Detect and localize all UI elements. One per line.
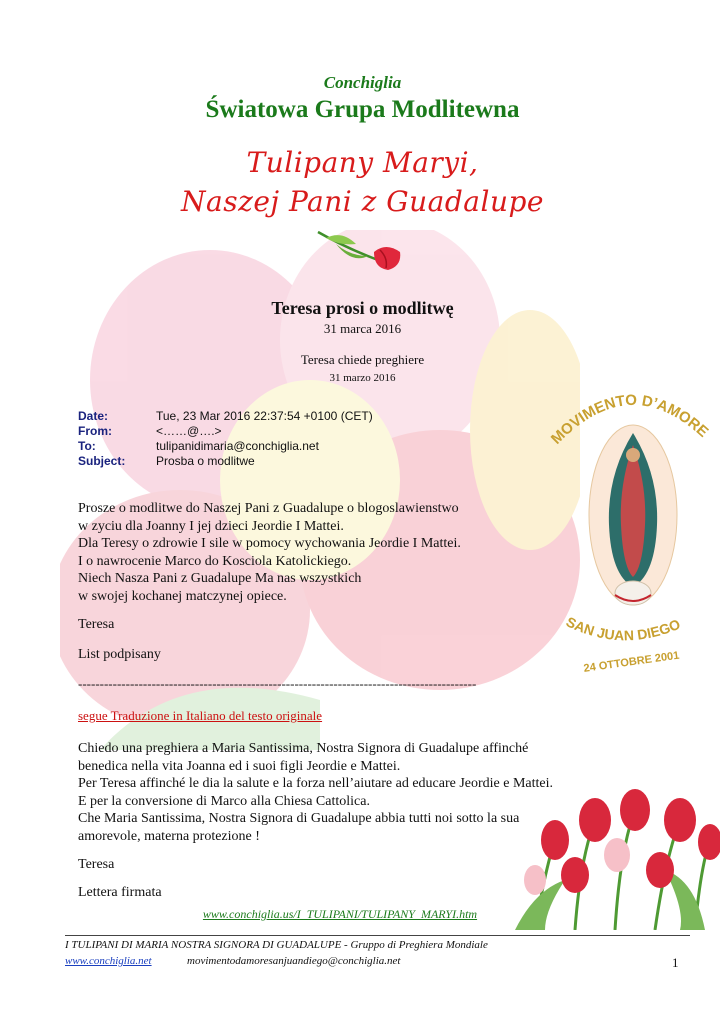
signature-italian: Teresa (78, 857, 115, 872)
tulip-icon (316, 228, 406, 273)
italian-body (78, 740, 553, 845)
heading-date: 31 marca 2016 (323, 321, 402, 336)
page-heading: Teresa prosi o modlitwę (271, 298, 454, 318)
meta-row-date (78, 409, 373, 424)
group-name: Światowa Grupa Modlitewna (205, 96, 520, 123)
logo-bottom-text-2: 24 OTTOBRE 2001 (582, 649, 681, 675)
body-line: Prosze o modlitwe do Naszej Pani z Guadalupe o blogoslawienstwo (78, 501, 459, 516)
meta-key: Date: (78, 409, 109, 423)
divider: -------------------------------------------------------------------------------------------- (78, 676, 477, 691)
footer-email: movimentodamoresanjuandiego@conchiglia.net (187, 955, 401, 967)
movimento-damore-logo (545, 375, 720, 675)
footer-title: I TULIPANI DI MARIA NOSTRA SIGNORA DI GUADALUPE - Gruppo di Preghiera Mondiale (65, 939, 488, 951)
body-line: Dla Teresy o zdrowie I sile w pomocy wychowania Jeordie I Mattei. (78, 536, 461, 551)
body-line: benedica nella vita Joanna ed i suoi figli Jeordie e Mattei. (78, 758, 401, 774)
body-line: Chiedo una preghiera a Maria Santissima, Nostra Signora di Guadalupe affinché (78, 741, 529, 756)
tulip-bouquet-image (505, 780, 720, 930)
meta-value: <……@….> (156, 424, 222, 438)
footer-rule (65, 935, 690, 936)
page-number: 1 (672, 955, 679, 970)
email-meta (78, 409, 373, 469)
signed-note-italian: Lettera firmata (78, 885, 162, 900)
polish-body (78, 500, 461, 605)
italian-heading: Teresa chiede preghiere (300, 352, 425, 367)
meta-key: Subject: (78, 454, 126, 468)
logo-top-text: MOVIMENTO D’AMORE (547, 391, 712, 448)
meta-value: Prosba o modlitwe (156, 454, 255, 468)
body-line: amorevole, materna protezione ! (78, 828, 260, 844)
body-line: Niech Nasza Pani z Guadalupe Ma nas wszystkich (78, 571, 362, 586)
meta-row-from (78, 424, 373, 439)
source-link[interactable]: www.conchiglia.us/I_TULIPANI/TULIPANY_MARYI.htm (202, 907, 478, 921)
org-name: Conchiglia (323, 73, 402, 92)
translation-link[interactable]: segue Traduzione in Italiano del testo originale (78, 708, 323, 723)
meta-key: To: (78, 439, 96, 453)
body-line: w zyciu dla Joanny I jej dzieci Jeordie I Mattei. (78, 518, 344, 534)
logo-bottom-text-1: SAN JUAN DIEGO (563, 613, 683, 644)
svg-text:SAN JUAN DIEGO (564, 613, 683, 643)
body-line: Che Maria Santissima, Nostra Signora di Guadalupe abbia tutti noi sotto la sua (78, 811, 520, 826)
meta-value: tulipanidimaria@conchiglia.net (156, 439, 319, 453)
body-line: w swojej kochanej matczynej opiece. (78, 588, 287, 604)
signature-polish: Teresa (78, 617, 115, 632)
italian-heading-date: 31 marzo 2016 (329, 372, 396, 384)
footer-site-link[interactable]: www.conchiglia.net (65, 955, 152, 967)
title-line-2: Naszej Pani z Guadalupe (181, 185, 544, 218)
title-line-1: Tulipany Maryi, (246, 146, 479, 179)
signed-note-polish: List podpisany (78, 647, 161, 662)
meta-row-subject (78, 454, 373, 469)
body-line: E per la conversione di Marco alla Chiesa Cattolica. (78, 793, 370, 809)
meta-key: From: (78, 424, 112, 438)
meta-value: Tue, 23 Mar 2016 22:37:54 +0100 (CET) (156, 409, 373, 423)
body-line: Per Teresa affinché le dia la salute e la forza nell’aiutare ad educare Jeordie e Mattei. (78, 776, 554, 791)
body-line: I o nawrocenie Marco do Kosciola Katolickiego. (78, 553, 352, 569)
meta-row-to (78, 439, 373, 454)
